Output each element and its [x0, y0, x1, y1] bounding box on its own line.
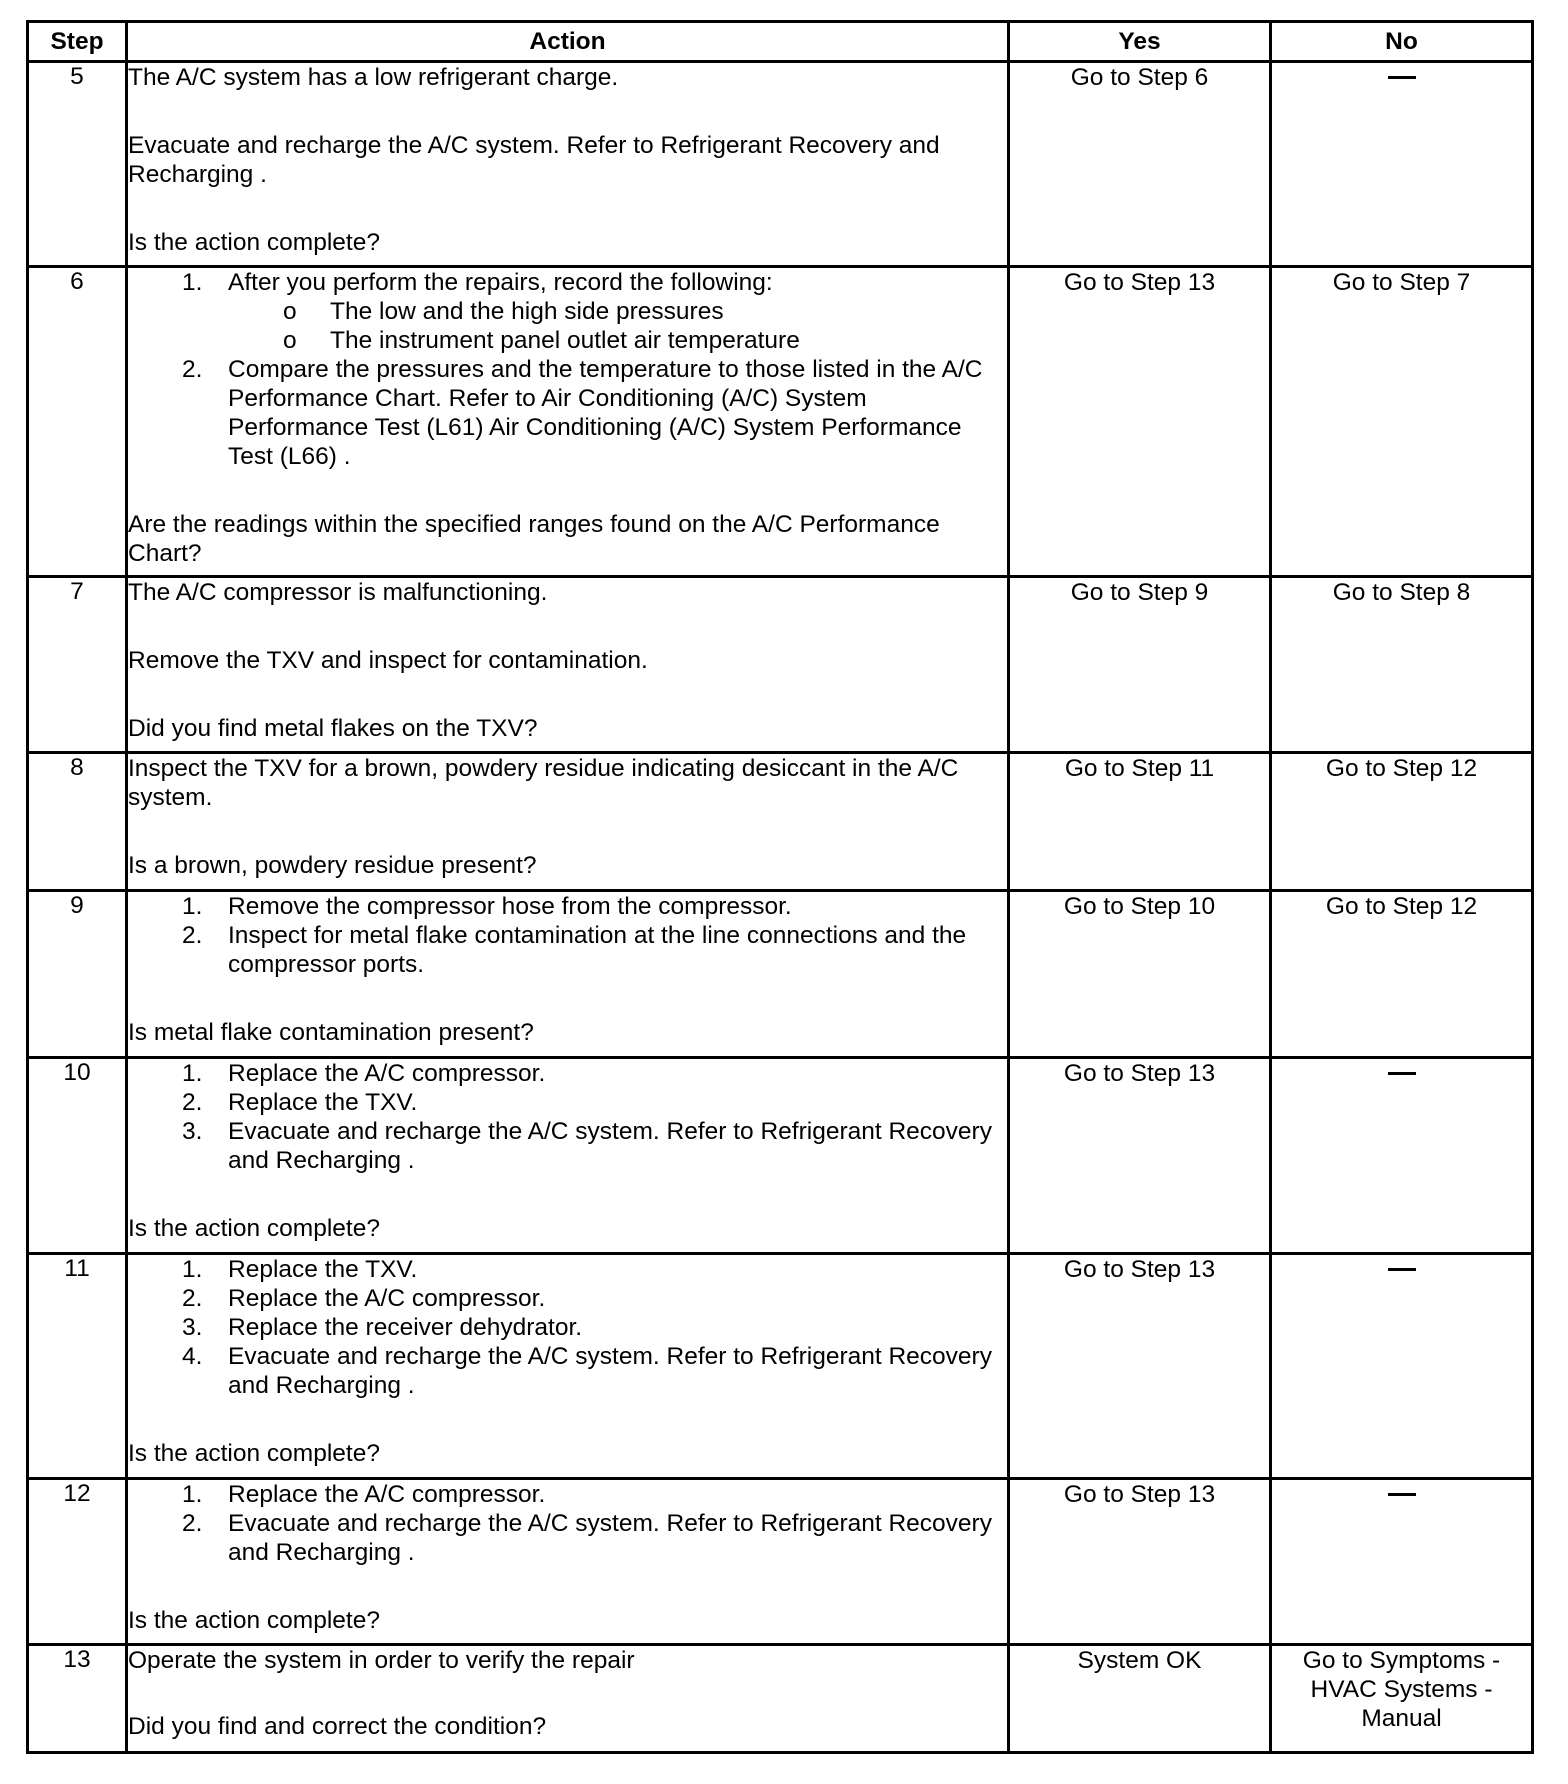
action-intro: The A/C compressor is malfunctioning. — [128, 579, 548, 606]
no-cell — [1271, 1058, 1533, 1254]
action-question: Is the action complete? — [128, 1215, 380, 1242]
action-question: Did you find and correct the condition? — [128, 1713, 547, 1740]
action-steps — [128, 1059, 1007, 1175]
action-cell — [127, 62, 1009, 267]
bullet-item: o The low and the high side pressures — [283, 298, 724, 325]
diagnostic-table — [26, 20, 1534, 1754]
no-cell — [1271, 62, 1533, 267]
action-step: 1. After you perform the repairs, record the following: o The low and the high side pressures o The instrument panel outlet air temperature — [182, 268, 1007, 355]
step-number: 12 — [28, 1479, 127, 1645]
no-cell — [1271, 1254, 1533, 1479]
action-question: Is the action complete? — [128, 229, 380, 256]
action-step: 1. Replace the A/C compressor. — [182, 1481, 546, 1508]
table-row — [28, 1645, 1533, 1753]
yes-cell: Go to Step 10 — [1009, 891, 1271, 1058]
yes-cell: Go to Step 6 — [1009, 62, 1271, 267]
table-row — [28, 1479, 1533, 1645]
step-number: 6 — [28, 267, 127, 577]
action-step: 2. Replace the A/C compressor. — [182, 1285, 546, 1312]
action-step: 2. Evacuate and recharge the A/C system. Refer to Refrigerant Recovery and Recharging . — [182, 1510, 992, 1566]
action-question: Is the action complete? — [128, 1607, 380, 1634]
table-row — [28, 891, 1533, 1058]
action-intro: Operate the system in order to verify the repair — [128, 1647, 635, 1674]
table-row — [28, 1254, 1533, 1479]
action-cell — [127, 267, 1009, 577]
action-steps — [128, 268, 1007, 471]
action-intro: The A/C system has a low refrigerant charge. — [128, 64, 619, 91]
step-number: 9 — [28, 891, 127, 1058]
action-step: 3. Evacuate and recharge the A/C system. Refer to Refrigerant Recovery and Recharging . — [182, 1118, 992, 1174]
action-step: 3. Replace the receiver dehydrator. — [182, 1314, 583, 1341]
yes-cell: Go to Step 13 — [1009, 267, 1271, 577]
action-step: 1. Replace the TXV. — [182, 1256, 418, 1283]
header-no: No — [1271, 22, 1533, 62]
em-dash — [1388, 1493, 1416, 1496]
action-step: 4. Evacuate and recharge the A/C system. Refer to Refrigerant Recovery and Recharging . — [182, 1343, 992, 1399]
table-row — [28, 1058, 1533, 1254]
action-cell — [127, 1479, 1009, 1645]
header-row — [28, 22, 1533, 62]
action-question: Are the readings within the specified ranges found on the A/C Performance Chart? — [128, 511, 940, 567]
action-question: Did you find metal flakes on the TXV? — [128, 715, 538, 742]
table-row — [28, 62, 1533, 267]
bullet-item: o The instrument panel outlet air temperature — [283, 327, 800, 354]
action-body: Inspect the TXV for a brown, powdery residue indicating desiccant in the A/C system. — [128, 755, 959, 811]
action-step: 2. Compare the pressures and the temperature to those listed in the A/C Performance Chart. Refer to Air Conditioning (A/C) System Performance Test (L61) Air Conditioning (A/C) System Performance Test (L66) . — [182, 356, 983, 470]
action-cell — [127, 1254, 1009, 1479]
step-number: 10 — [28, 1058, 127, 1254]
step-number: 8 — [28, 753, 127, 891]
action-cell — [127, 1058, 1009, 1254]
action-step: 2. Inspect for metal flake contamination at the line connections and the compressor ports. — [182, 922, 967, 978]
em-dash — [1388, 76, 1416, 79]
action-cell — [127, 891, 1009, 1058]
action-step: 1. Remove the compressor hose from the compressor. — [182, 893, 792, 920]
action-body: Evacuate and recharge the A/C system. Refer to Refrigerant Recovery and Recharging . — [128, 132, 940, 188]
header-yes: Yes — [1009, 22, 1271, 62]
table-row — [28, 753, 1533, 891]
action-step: 1. Replace the A/C compressor. — [182, 1060, 546, 1087]
action-bullets — [228, 297, 1007, 355]
action-steps — [128, 892, 1007, 979]
step-number: 11 — [28, 1254, 127, 1479]
no-cell: Go to Symptoms - HVAC Systems - Manual — [1271, 1645, 1533, 1753]
action-step: 2. Replace the TXV. — [182, 1089, 418, 1116]
yes-cell: Go to Step 13 — [1009, 1058, 1271, 1254]
action-question: Is the action complete? — [128, 1440, 380, 1467]
action-cell — [127, 577, 1009, 753]
action-steps — [128, 1480, 1007, 1567]
step-number: 5 — [28, 62, 127, 267]
action-steps — [128, 1255, 1007, 1400]
action-question: Is metal flake contamination present? — [128, 1019, 534, 1046]
yes-cell: Go to Step 9 — [1009, 577, 1271, 753]
action-question: Is a brown, powdery residue present? — [128, 852, 537, 879]
yes-cell: Go to Step 13 — [1009, 1479, 1271, 1645]
step-number: 13 — [28, 1645, 127, 1753]
step-number: 7 — [28, 577, 127, 753]
no-cell: Go to Step 12 — [1271, 891, 1533, 1058]
em-dash — [1388, 1072, 1416, 1075]
action-cell — [127, 1645, 1009, 1753]
yes-cell: System OK — [1009, 1645, 1271, 1753]
table-row — [28, 577, 1533, 753]
yes-cell: Go to Step 11 — [1009, 753, 1271, 891]
yes-cell: Go to Step 13 — [1009, 1254, 1271, 1479]
header-action: Action — [127, 22, 1009, 62]
table-row — [28, 267, 1533, 577]
no-cell: Go to Step 12 — [1271, 753, 1533, 891]
action-cell — [127, 753, 1009, 891]
em-dash — [1388, 1268, 1416, 1271]
action-body: Remove the TXV and inspect for contamination. — [128, 647, 648, 674]
no-cell: Go to Step 8 — [1271, 577, 1533, 753]
no-cell: Go to Step 7 — [1271, 267, 1533, 577]
header-step: Step — [28, 22, 127, 62]
no-cell — [1271, 1479, 1533, 1645]
